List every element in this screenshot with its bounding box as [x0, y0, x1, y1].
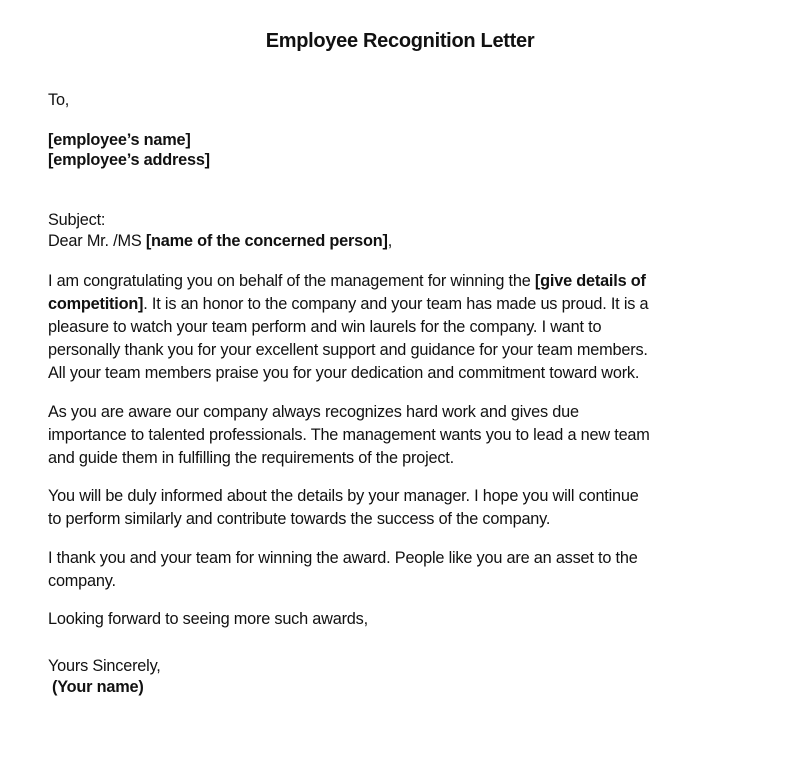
- placeholder-competition: competition]: [48, 295, 144, 313]
- placeholder-competition: [give details of: [534, 272, 646, 290]
- salutation-to: To,: [48, 91, 70, 109]
- paragraph-line: [48, 272, 646, 291]
- greeting: [48, 232, 392, 251]
- closing: Yours Sincerely,: [48, 657, 161, 675]
- paragraph-line: importance to talented professionals. The management wants you to lead a new team: [48, 426, 650, 444]
- paragraph-line: pleasure to watch your team perform and win laurels for the company. I want to: [48, 318, 602, 336]
- greeting-suffix: ,: [387, 232, 393, 250]
- paragraph-line: [48, 295, 648, 314]
- greeting-prefix: Dear Mr. /MS: [48, 232, 146, 250]
- paragraph-line: company.: [48, 572, 116, 590]
- paragraph-line: All your team members praise you for your dedication and commitment toward work.: [48, 364, 640, 382]
- paragraph-line: personally thank you for your excellent support and guidance for your team members.: [48, 341, 648, 359]
- recipient-name: [employee’s name]: [48, 131, 191, 149]
- paragraph-line: and guide them in fulfilling the requirements of the project.: [48, 449, 454, 467]
- subject-label: Subject:: [48, 211, 106, 229]
- signature-placeholder: (Your name): [52, 678, 144, 696]
- recipient-address: [employee’s address]: [48, 151, 210, 169]
- paragraph-line: Looking forward to seeing more such awards,: [48, 610, 368, 628]
- paragraph-line: I thank you and your team for winning the award. People like you are an asset to the: [48, 549, 638, 567]
- paragraph-line: As you are aware our company always recognizes hard work and gives due: [48, 403, 579, 421]
- paragraph-line: to perform similarly and contribute towards the success of the company.: [48, 510, 551, 528]
- paragraph-line: You will be duly informed about the details by your manager. I hope you will continue: [48, 487, 639, 505]
- greeting-placeholder: [name of the concerned person]: [145, 232, 388, 250]
- document-title: Employee Recognition Letter: [265, 30, 535, 52]
- text-run: . It is an honor to the company and your team has made us proud. It is a: [143, 295, 649, 313]
- text-run: I am congratulating you on behalf of the management for winning the: [48, 272, 535, 290]
